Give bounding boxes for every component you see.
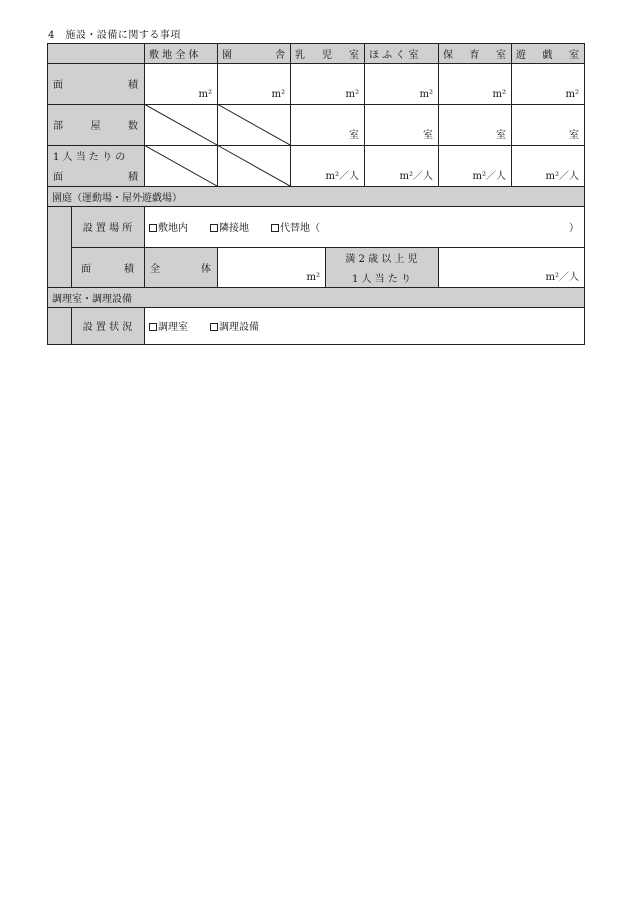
checkbox-icon[interactable] — [210, 224, 218, 232]
row-per-person-label: 1 人 当 た り の 面 積 — [53, 151, 138, 184]
checkbox-icon[interactable] — [149, 323, 157, 331]
garden-age-value[interactable]: m²／人 — [545, 272, 579, 283]
row-rooms-label: 部 屋 数 — [53, 121, 138, 132]
section-title: 4 施設・設備に関する事項 — [48, 30, 181, 41]
option-on-site[interactable]: 敷地内 — [149, 219, 188, 234]
col-play-room: 遊 戯 室 — [516, 49, 579, 61]
col-site-total: 敷 地 全 体 — [149, 49, 199, 61]
rooms-value[interactable]: 室 — [496, 130, 506, 141]
area-value[interactable]: m² — [492, 89, 506, 100]
checkbox-icon[interactable] — [210, 323, 218, 331]
kitchen-status-label: 設 置 状 況 — [82, 322, 133, 333]
garden-age-label: 満 2 歳 以 上 児 1 人 当 た り — [345, 253, 418, 285]
option-kitchen-room[interactable]: 調理室 — [149, 318, 188, 333]
per-person-value[interactable]: m²／人 — [472, 171, 506, 182]
per-person-value[interactable]: m²／人 — [399, 171, 433, 182]
row-area-label: 面 積 — [53, 80, 138, 91]
garden-location-label: 設 置 場 所 — [82, 223, 133, 234]
option-adjacent[interactable]: 隣接地 — [210, 219, 249, 234]
col-infant-room: 乳 児 室 — [295, 49, 359, 61]
garden-area-label: 面 積 — [81, 263, 134, 275]
option-alternative[interactable]: 代替地（ — [271, 219, 320, 234]
area-value[interactable]: m² — [198, 89, 212, 100]
rooms-value[interactable]: 室 — [423, 130, 433, 141]
per-person-value[interactable]: m²／人 — [325, 171, 359, 182]
garden-total-value[interactable]: m² — [306, 272, 320, 283]
diagonal-strikes — [144, 104, 290, 186]
area-value[interactable]: m² — [271, 89, 285, 100]
per-person-value[interactable]: m²／人 — [545, 171, 579, 182]
rooms-value[interactable]: 室 — [349, 130, 359, 141]
garden-location-options: 敷地内 隣接地 代替地（ ） — [144, 206, 584, 247]
rooms-value[interactable]: 室 — [569, 130, 579, 141]
garden-header: 園庭（運動場・屋外遊戯場） — [52, 192, 182, 204]
kitchen-header: 調理室・調理設備 — [52, 293, 132, 305]
checkbox-icon[interactable] — [149, 224, 157, 232]
checkbox-icon[interactable] — [271, 224, 279, 232]
col-crawling-room: ほ ふ く 室 — [369, 49, 419, 61]
area-value[interactable]: m² — [565, 89, 579, 100]
area-value[interactable]: m² — [419, 89, 433, 100]
option-kitchen-equipment[interactable]: 調理設備 — [210, 318, 259, 333]
garden-total-label: 全 体 — [150, 263, 211, 275]
col-building: 園 舎 — [222, 49, 285, 61]
col-nursery-room: 保 育 室 — [443, 49, 506, 61]
area-value[interactable]: m² — [345, 89, 359, 100]
kitchen-status-options — [144, 307, 584, 344]
